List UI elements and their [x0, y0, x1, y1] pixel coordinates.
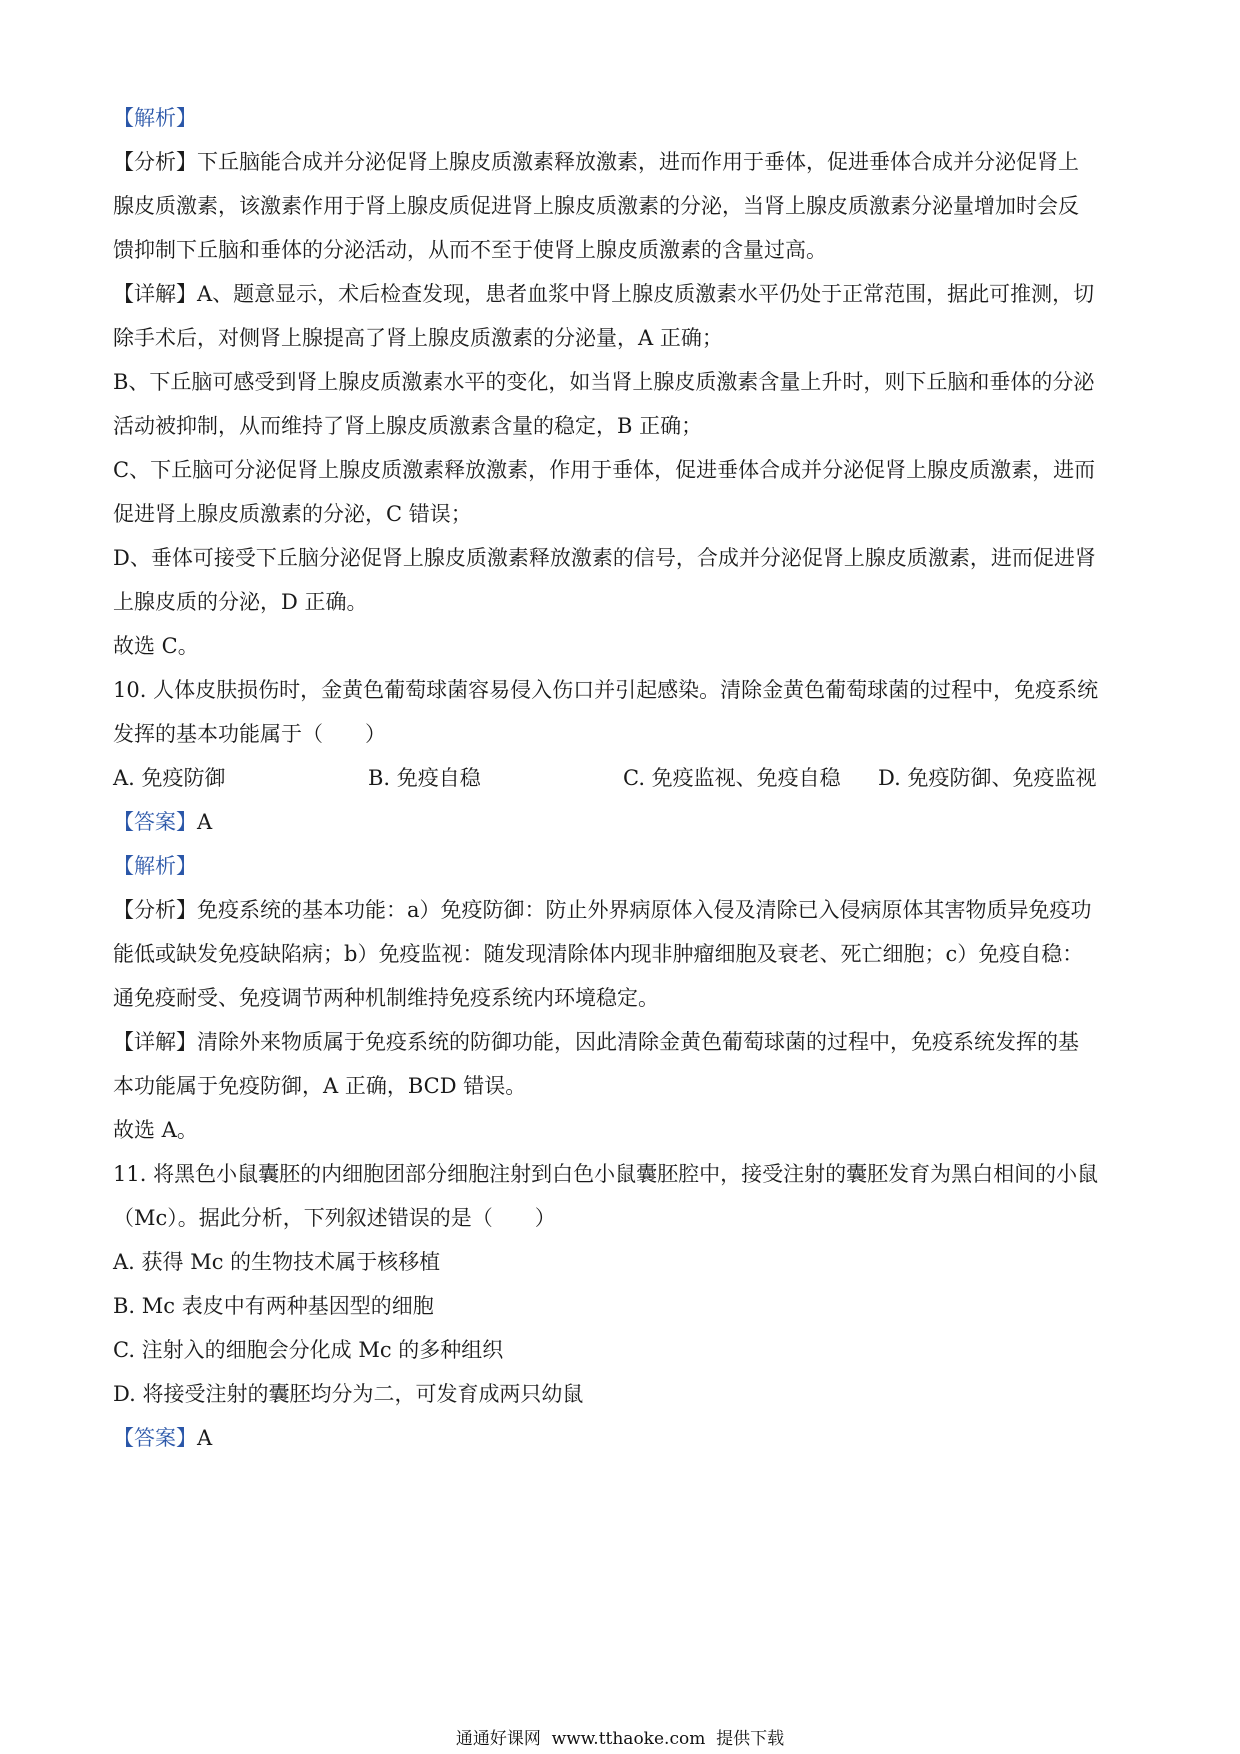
- q10-jiexi-heading: [113, 851, 1133, 881]
- page-footer: [0, 1728, 1240, 1750]
- q10-conclusion: 故选 A。: [113, 1118, 198, 1142]
- q9-a-text1: A、题意显示，术后检查发现，患者血浆中肾上腺皮质激素水平仍处于正常范围，据此可推测，切: [197, 282, 1095, 306]
- jiexi-tag: 【解析】: [113, 854, 197, 878]
- q9-b-line1: B、下丘脑可感受到肾上腺皮质激素水平的变化，如当肾上腺皮质激素含量上升时，则下丘脑和垂体的分泌: [113, 370, 1095, 394]
- fenxi-tag: 【分析】: [113, 150, 197, 174]
- q10-xiangjie-line1: [113, 1027, 1133, 1057]
- answer-tag: 【答案】: [113, 1426, 197, 1450]
- q11-stem-line2: （Mc）。据此分析，下列叙述错误的是（ ）: [113, 1206, 556, 1230]
- q11-option-c: C. 注射入的细胞会分化成 Mc 的多种组织: [113, 1338, 504, 1362]
- q10-fenxi-text1: 免疫系统的基本功能：a）免疫防御：防止外界病原体入侵及清除已入侵病原体其害物质异免疫功: [197, 898, 1092, 922]
- q10-xiangjie-text1: 清除外来物质属于免疫系统的防御功能，因此清除金黄色葡萄球菌的过程中，免疫系统发挥的基: [197, 1030, 1079, 1054]
- q11-option-b: B. Mc 表皮中有两种基因型的细胞: [113, 1294, 434, 1318]
- xiangjie-tag: 【详解】: [113, 1030, 197, 1054]
- q9-fenxi-line2: 腺皮质激素，该激素作用于肾上腺皮质促进肾上腺皮质激素的分泌，当肾上腺皮质激素分泌量增加时会反: [113, 194, 1079, 218]
- footer-suffix: 提供下载: [716, 1729, 785, 1749]
- q11-option-d: D. 将接受注射的囊胚均分为二，可发育成两只幼鼠: [113, 1382, 584, 1406]
- q10-option-d: D. 免疫防御、免疫监视: [878, 766, 1097, 790]
- footer-url[interactable]: www.tthaoke.com: [551, 1729, 706, 1749]
- answer-tag: 【答案】: [113, 810, 197, 834]
- jiexi-tag: 【解析】: [113, 106, 197, 130]
- q10-option-a: A. 免疫防御: [113, 766, 226, 790]
- q10-option-b: B. 免疫自稳: [368, 766, 481, 790]
- q9-d-line2: 上腺皮质的分泌，D 正确。: [113, 590, 368, 614]
- q11-stem-line1: 11. 将黑色小鼠囊胚的内细胞团部分细胞注射到白色小鼠囊胚腔中，接受注射的囊胚发育为黑白相间的小鼠: [113, 1162, 1099, 1186]
- q10-option-c: C. 免疫监视、免疫自稳: [623, 766, 841, 790]
- q9-jiexi-heading: [113, 103, 1133, 133]
- q9-conclusion: 故选 C。: [113, 634, 199, 658]
- fenxi-tag: 【分析】: [113, 898, 197, 922]
- q10-answer: A: [197, 810, 213, 834]
- q9-d-line1: D、垂体可接受下丘脑分泌促肾上腺皮质激素释放激素的信号，合成并分泌促肾上腺皮质激素，进而促进肾: [113, 546, 1096, 570]
- q9-fenxi-line3: 馈抑制下丘脑和垂体的分泌活动，从而不至于使肾上腺皮质激素的含量过高。: [113, 238, 827, 262]
- q10-fenxi-line3: 通免疫耐受、免疫调节两种机制维持免疫系统内环境稳定。: [113, 986, 659, 1010]
- q10-fenxi-line1: [113, 895, 1133, 925]
- q10-fenxi-line2: 能低或缺发免疫缺陷病；b）免疫监视：随发现清除体内现非肿瘤细胞及衰老、死亡细胞；c）免疫自稳：: [113, 942, 1084, 966]
- q11-answer: A: [197, 1426, 213, 1450]
- q11-option-a: A. 获得 Mc 的生物技术属于核移植: [113, 1250, 441, 1274]
- q10-answer-line: [113, 807, 1133, 837]
- q9-c-line2: 促进肾上腺皮质激素的分泌，C 错误；: [113, 502, 472, 526]
- q10-xiangjie-line2: 本功能属于免疫防御，A 正确，BCD 错误。: [113, 1074, 527, 1098]
- q9-fenxi-line1: [113, 147, 1133, 177]
- q10-stem-line1: 10. 人体皮肤损伤时，金黄色葡萄球菌容易侵入伤口并引起感染。清除金黄色葡萄球菌的过程中，免疫系统: [113, 678, 1099, 702]
- q9-b-line2: 活动被抑制，从而维持了肾上腺皮质激素含量的稳定，B 正确；: [113, 414, 703, 438]
- q9-xiangjie-a-line1: [113, 279, 1133, 309]
- q10-stem-line2: 发挥的基本功能属于（ ）: [113, 722, 386, 746]
- xiangjie-tag: 【详解】: [113, 282, 197, 306]
- q9-c-line1: C、下丘脑可分泌促肾上腺皮质激素释放激素，作用于垂体，促进垂体合成并分泌促肾上腺皮质激素，进而: [113, 458, 1096, 482]
- q9-a-line2: 除手术后，对侧肾上腺提高了肾上腺皮质激素的分泌量，A 正确；: [113, 326, 723, 350]
- footer-site-name: 通通好课网: [455, 1729, 541, 1749]
- q9-fenxi-text1: 下丘脑能合成并分泌促肾上腺皮质激素释放激素，进而作用于垂体，促进垂体合成并分泌促肾上: [197, 150, 1079, 174]
- q11-answer-line: [113, 1423, 1133, 1453]
